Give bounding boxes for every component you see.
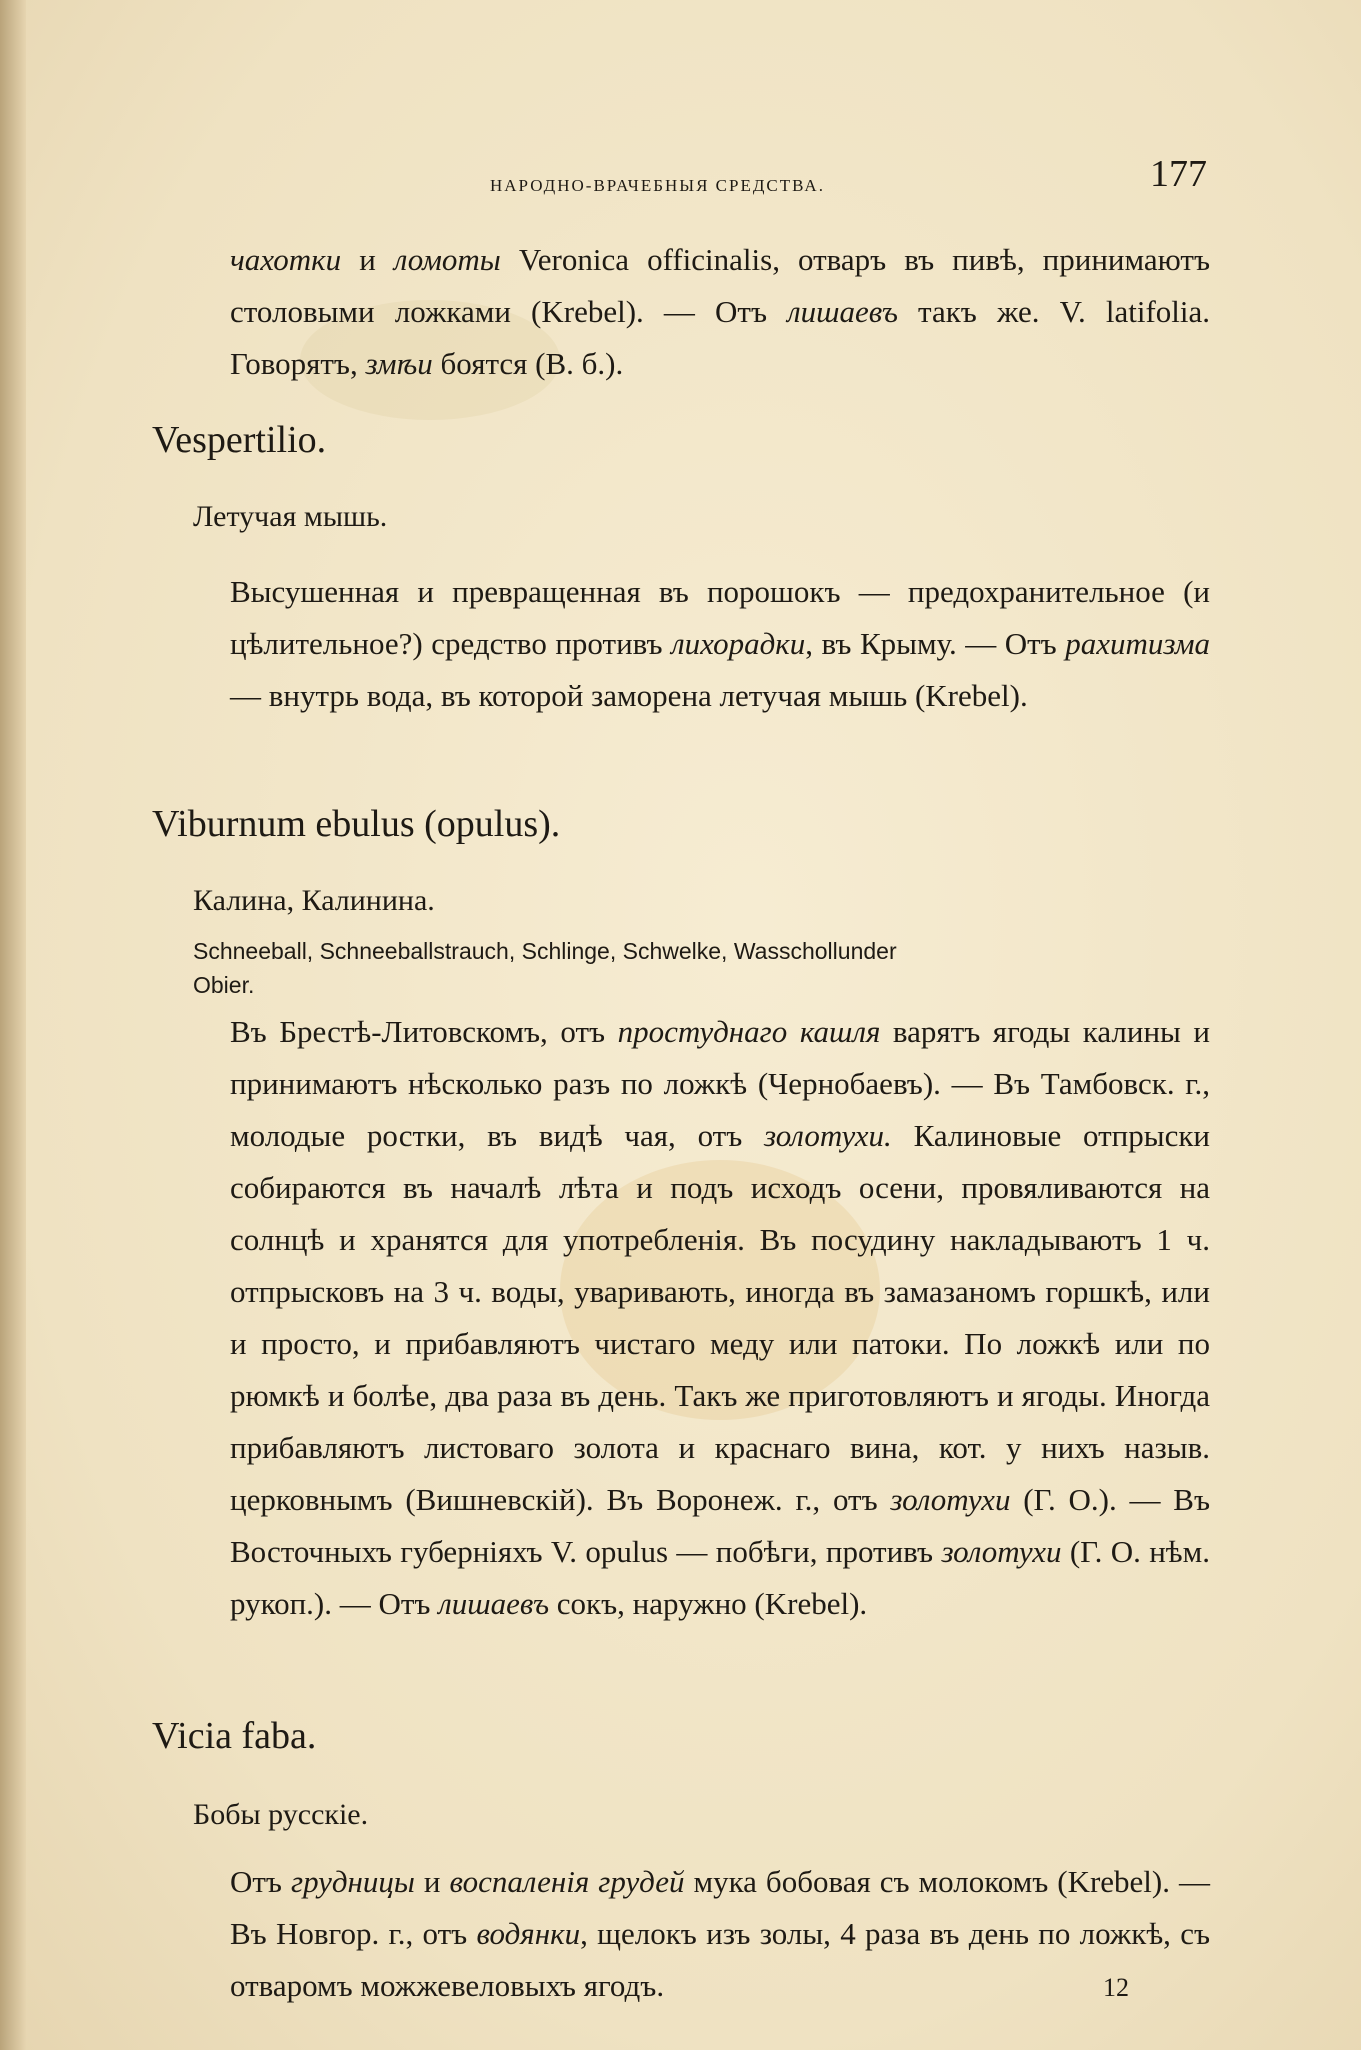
text-run: (Г. О.). — Въ Восточныхъ губерніяхъ V. opulus — побѣги, противъ xyxy=(230,1482,1211,1569)
italic-term: золотухи xyxy=(890,1482,1011,1517)
paragraph-text xyxy=(230,1856,1210,2012)
text-run: Veronica officinalis, отваръ въ пивѣ, принимаютъ столовыми ложками (Krebel). — Отъ xyxy=(230,242,1210,329)
text-run: Высушенная и превращенная въ порошокъ — предохранительное (и цѣлительное?) средство противъ xyxy=(230,574,1210,661)
text-run: и xyxy=(414,1864,450,1899)
page-spine-shadow xyxy=(0,0,26,2050)
italic-term: золотухи xyxy=(941,1534,1062,1569)
italic-term: лишаевъ xyxy=(438,1586,550,1621)
text-run: варятъ ягоды калины и принимаютъ нѣсколько разъ по ложкѣ (Чернобаевъ). — Въ Тамбовск. г., молодые ростки, въ видѣ чая, отъ xyxy=(230,1014,1210,1153)
signature-mark: 12 xyxy=(1103,1973,1129,2002)
italic-term: змѣи xyxy=(365,346,433,381)
italic-term: лихорадки xyxy=(671,626,806,661)
italic-term: простуднаго кашля xyxy=(617,1014,881,1049)
text-run: Въ Брестѣ-Литовскомъ, отъ xyxy=(230,1014,618,1049)
entry-heading-viburnum: Viburnum ebulus (opulus). xyxy=(152,803,561,845)
paragraph-text xyxy=(230,566,1210,722)
italic-term: ломоты xyxy=(393,242,501,277)
common-name: Летучая мышь. xyxy=(193,500,388,533)
text-run: (Г. О. нѣм. рукоп.). — Отъ xyxy=(230,1534,1210,1621)
german-names-cont: Obier. xyxy=(193,972,255,998)
running-title: НАРОДНО-ВРАЧЕБНЫЯ СРЕДСТВА. xyxy=(490,176,825,195)
viburnum-paragraph xyxy=(230,1006,1210,1630)
common-name: Калина, Калинина. xyxy=(193,884,435,917)
text-run: — внутрь вода, въ которой заморена летучая мышь (Krebel). xyxy=(230,678,1028,713)
intro-paragraph xyxy=(230,234,1210,390)
page-number: 177 xyxy=(1150,153,1207,195)
italic-term: грудницы xyxy=(290,1864,415,1899)
entry-heading-vicia: Vicia faba. xyxy=(152,1715,317,1757)
text-run: боятся (В. б.). xyxy=(432,346,624,381)
text-run: мука бобовая съ молокомъ (Krebel). — Въ Новгор. г., отъ xyxy=(230,1864,1210,1951)
entry-heading-vespertilio: Vespertilio. xyxy=(152,419,327,461)
vicia-paragraph xyxy=(230,1856,1210,2012)
text-run: сокъ, наружно (Krebel). xyxy=(549,1586,868,1621)
paragraph-text xyxy=(230,234,1210,390)
text-run: , въ Крыму. — Отъ xyxy=(805,626,1066,661)
italic-term: водянки xyxy=(476,1916,581,1951)
paragraph-text xyxy=(230,1006,1210,1630)
italic-term: лишаевъ xyxy=(787,294,898,329)
german-names: Schneeball, Schneeballstrauch, Schlinge, Schwelke, Wasschollunder xyxy=(193,938,897,964)
italic-term: рахитизма xyxy=(1065,626,1210,661)
italic-term: золотухи. xyxy=(764,1118,892,1153)
text-run: , щелокъ изъ золы, 4 раза въ день по ложкѣ, съ отваромъ можжевеловыхъ ягодъ. xyxy=(230,1916,1210,2003)
text-run: такъ же. V. latifolia. Говорятъ, xyxy=(230,294,1211,381)
italic-term: чахотки xyxy=(230,242,342,277)
vespertilio-paragraph xyxy=(230,566,1210,722)
text-run: Отъ xyxy=(230,1864,291,1899)
italic-term: воспаленія грудей xyxy=(449,1864,685,1899)
text-run: Калиновые отпрыски собираются въ началѣ лѣта и подъ исходъ осени, провяливаются на солнцѣ и хранятся для употребленія. Въ посудину накладываютъ 1 ч. отпрысковъ на 3 ч. воды, уваривають, иногда въ замазаномъ горшкѣ, или и просто, и прибавляютъ чистаго меду или патоки. По ложкѣ или по рюмкѣ и болѣе, два раза въ день. Такъ же приготовляютъ и ягоды. Иногда прибавляютъ листоваго золота и краснаго вина, кот. у нихъ назыв. церковнымъ (Вишневскій). Въ Воронеж. г., отъ xyxy=(230,1118,1210,1517)
text-run: и xyxy=(341,242,394,277)
common-name: Бобы русскіе. xyxy=(193,1798,369,1831)
